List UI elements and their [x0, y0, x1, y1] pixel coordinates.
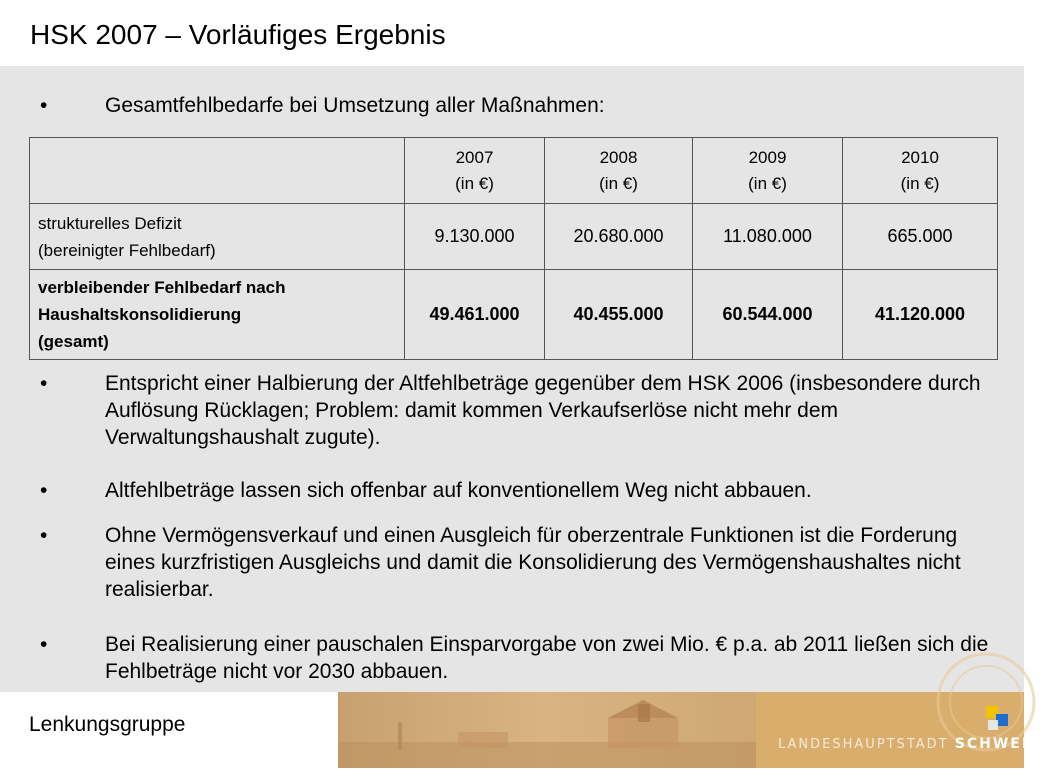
slide-title: HSK 2007 – Vorläufiges Ergebnis — [30, 19, 446, 50]
table-header-row — [30, 138, 998, 204]
bullet-marker: • — [40, 524, 48, 547]
brand-prefix: LANDESHAUPTSTADT — [778, 737, 949, 752]
header-cell-2007 — [405, 138, 545, 204]
header-cell-2009 — [693, 138, 843, 204]
header-empty-cell — [30, 138, 405, 204]
header-unit: (in €) — [748, 173, 787, 193]
city-banner-image — [338, 692, 1056, 768]
header-year: 2010 — [901, 147, 939, 167]
footer-label: Lenkungsgruppe — [29, 713, 186, 736]
row-label-line: (gesamt) — [38, 332, 109, 351]
header-unit: (in €) — [599, 173, 638, 193]
bullet-text: Altfehlbeträge lassen sich offenbar auf konventionellem Weg nicht abbauen. — [105, 479, 812, 502]
table-row-structural-deficit — [30, 204, 998, 270]
bullet-marker: • — [40, 94, 48, 117]
bullet-text: Bei Realisierung einer pauschalen Einsparvorgabe von zwei Mio. € p.a. ab 2011 ließen sich die Fehlbeträge nicht vor 2030 abbauen. — [105, 633, 989, 683]
deficit-table — [29, 137, 998, 360]
header-cell-2010 — [843, 138, 998, 204]
city-brand — [778, 736, 1056, 752]
title-bar — [0, 0, 1024, 66]
bullet-marker: • — [40, 633, 48, 656]
value-cell-2007: 49.461.000 — [405, 270, 545, 360]
row-label-line: Haushaltskonsolidierung — [38, 305, 242, 324]
header-unit: (in €) — [455, 173, 494, 193]
city-logo-icon — [982, 704, 1012, 734]
value-cell-2010: 665.000 — [843, 204, 998, 270]
row-label-line: (bereinigter Fehlbedarf) — [38, 240, 216, 260]
header-year: 2007 — [455, 147, 494, 167]
value-cell-2008: 20.680.000 — [545, 204, 693, 270]
row-label-line: verbleibender Fehlbedarf nach — [38, 278, 286, 297]
header-year: 2009 — [748, 147, 787, 167]
row-label — [30, 270, 405, 360]
bullet-text: Ohne Vermögensverkauf und einen Ausgleich für oberzentrale Funktionen ist die Forderung eines kurzfristigen Ausgleichs und damit die Konsolidierung des Vermögenshaushaltes nicht realisierbar. — [105, 524, 961, 601]
bullet-marker: • — [40, 372, 48, 395]
bullet-text: Gesamtfehlbedarfe bei Umsetzung aller Maßnahmen: — [105, 94, 605, 117]
bullet-text: Entspricht einer Halbierung der Altfehlbeträge gegenüber dem HSK 2006 (insbesondere durch Auflösung Rücklagen; Problem: damit kommen Verkaufserlöse nicht mehr dem Verwaltungshaushalt zugute). — [105, 372, 981, 449]
value-cell-2010: 41.120.000 — [843, 270, 998, 360]
value-cell-2008: 40.455.000 — [545, 270, 693, 360]
brand-name: SCHWERIN — [954, 736, 1056, 752]
row-label — [30, 204, 405, 270]
row-label-line: strukturelles Defizit — [38, 213, 182, 233]
bullet-marker: • — [40, 479, 48, 502]
value-cell-2009: 60.544.000 — [693, 270, 843, 360]
table-row-remaining-deficit — [30, 270, 998, 360]
value-cell-2009: 11.080.000 — [693, 204, 843, 270]
header-unit: (in €) — [900, 173, 940, 193]
header-cell-2008 — [545, 138, 693, 204]
value-cell-2007: 9.130.000 — [405, 204, 545, 270]
header-year: 2008 — [599, 147, 638, 167]
footer — [0, 692, 1056, 768]
